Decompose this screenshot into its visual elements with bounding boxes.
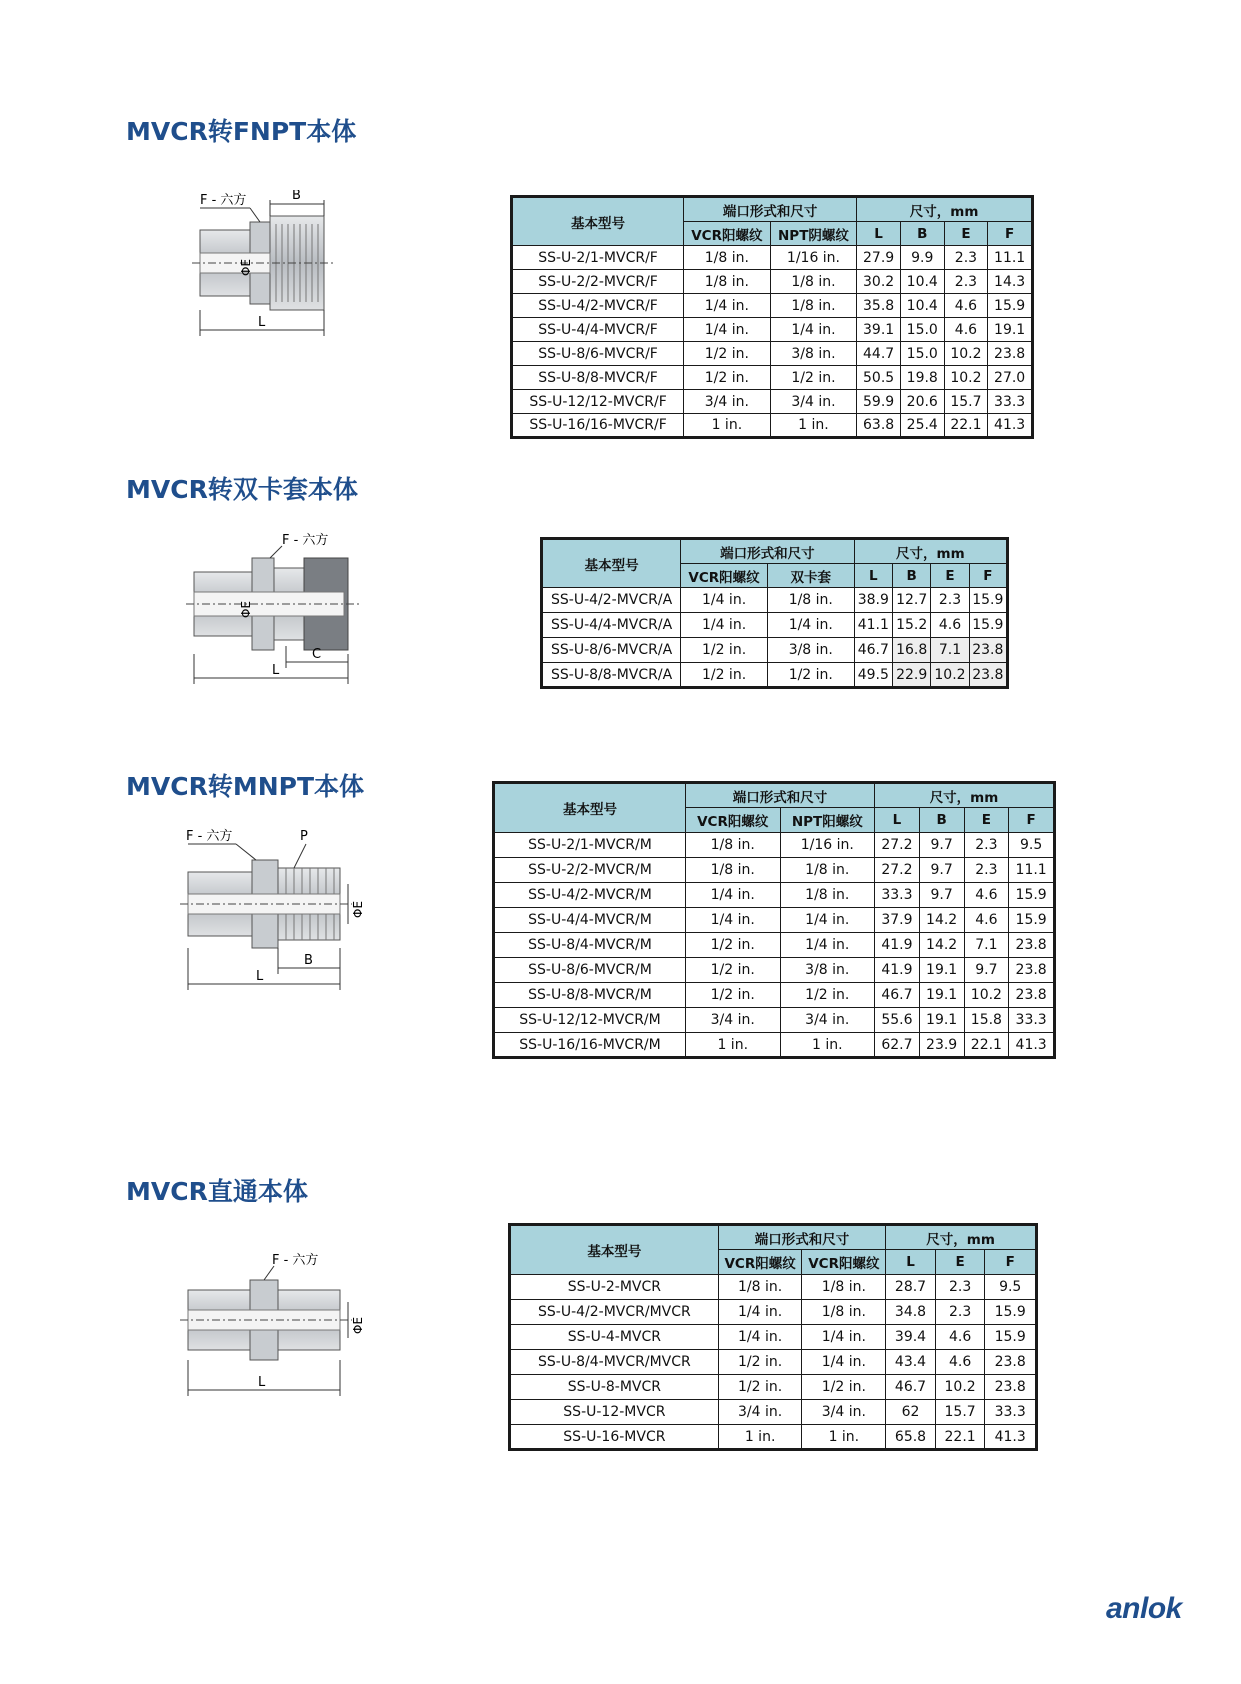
table-row (494, 908, 1055, 933)
value-cell: 10.2 (964, 983, 1009, 1008)
value-cell: 15.9 (969, 613, 1007, 638)
value-cell: 15.0 (900, 318, 944, 342)
value-cell: 41.9 (875, 933, 920, 958)
value-cell: 3/4 in. (718, 1400, 802, 1425)
header-size-group: 尺寸，mm (886, 1225, 1037, 1250)
value-cell: 33.3 (1009, 1008, 1055, 1033)
model-cell: SS-U-8/8-MVCR/F (512, 366, 684, 390)
model-cell: SS-U-4/4-MVCR/M (494, 908, 686, 933)
value-cell: 43.4 (886, 1350, 936, 1375)
value-cell: 37.9 (875, 908, 920, 933)
value-cell: 1/8 in. (802, 1300, 886, 1325)
value-cell: 23.8 (1009, 958, 1055, 983)
header-dim-l: L (854, 564, 892, 588)
value-cell: 7.1 (964, 933, 1009, 958)
section-title-mnpt: MVCR转MNPT本体 (126, 772, 365, 801)
model-cell: SS-U-8/6-MVCR/F (512, 342, 684, 366)
value-cell: 23.8 (969, 638, 1007, 663)
value-cell: 1/2 in. (780, 983, 875, 1008)
value-cell: 2.3 (964, 833, 1009, 858)
value-cell: 9.7 (919, 883, 964, 908)
value-cell: 1/16 in. (770, 246, 857, 270)
value-cell: 15.7 (935, 1400, 985, 1425)
model-cell: SS-U-8/8-MVCR/A (542, 663, 681, 688)
value-cell: 27.2 (875, 833, 920, 858)
model-cell: SS-U-12/12-MVCR/M (494, 1008, 686, 1033)
model-cell: SS-U-4/2-MVCR/A (542, 588, 681, 613)
b-label: B (292, 190, 301, 203)
value-cell: 3/8 in. (767, 638, 854, 663)
model-cell: SS-U-8/4-MVCR/MVCR (510, 1350, 719, 1375)
value-cell: 1/8 in. (685, 833, 780, 858)
table-row (510, 1300, 1037, 1325)
value-cell: 1/8 in. (767, 588, 854, 613)
header-dim-e: E (964, 808, 1009, 833)
model-cell: SS-U-4/2-MVCR/F (512, 294, 684, 318)
model-cell: SS-U-8/4-MVCR/M (494, 933, 686, 958)
model-cell: SS-U-12/12-MVCR/F (512, 390, 684, 414)
header-dim-l: L (857, 222, 901, 246)
value-cell: 25.4 (900, 414, 944, 438)
value-cell: 14.2 (919, 933, 964, 958)
header-dim-f: F (988, 222, 1033, 246)
value-cell: 1/8 in. (770, 270, 857, 294)
value-cell: 1/2 in. (681, 638, 768, 663)
model-cell: SS-U-8/8-MVCR/M (494, 983, 686, 1008)
value-cell: 3/8 in. (780, 958, 875, 983)
value-cell: 23.8 (985, 1350, 1037, 1375)
value-cell: 1/4 in. (681, 588, 768, 613)
e-label: ΦE (239, 600, 253, 618)
header-dim-l: L (875, 808, 920, 833)
value-cell: 2.3 (964, 858, 1009, 883)
value-cell: 23.8 (985, 1375, 1037, 1400)
table-row (512, 414, 1033, 438)
header-base-model: 基本型号 (512, 197, 684, 246)
model-cell: SS-U-2/1-MVCR/M (494, 833, 686, 858)
value-cell: 1/4 in. (685, 883, 780, 908)
value-cell: 1/4 in. (780, 933, 875, 958)
value-cell: 19.1 (919, 958, 964, 983)
value-cell: 4.6 (964, 883, 1009, 908)
value-cell: 23.8 (1009, 983, 1055, 1008)
model-cell: SS-U-8/6-MVCR/A (542, 638, 681, 663)
table-row (510, 1325, 1037, 1350)
header-size-group: 尺寸，mm (857, 197, 1033, 222)
value-cell: 19.8 (900, 366, 944, 390)
value-cell: 15.2 (892, 613, 930, 638)
table-row (494, 883, 1055, 908)
value-cell: 19.1 (988, 318, 1033, 342)
value-cell: 7.1 (931, 638, 969, 663)
table-row (494, 933, 1055, 958)
value-cell: 1/2 in. (685, 983, 780, 1008)
table-row (512, 366, 1033, 390)
fnpt-body-drawing (188, 190, 348, 350)
value-cell: 41.9 (875, 958, 920, 983)
hex-label: F - 六方 (282, 533, 329, 548)
value-cell: 23.8 (1009, 933, 1055, 958)
value-cell: 1/8 in. (685, 858, 780, 883)
value-cell: 22.1 (944, 414, 988, 438)
table-row (510, 1425, 1037, 1450)
value-cell: 3/4 in. (770, 390, 857, 414)
header-base-model: 基本型号 (494, 783, 686, 833)
header-port2: NPT阴螺纹 (770, 222, 857, 246)
value-cell: 1/8 in. (770, 294, 857, 318)
value-cell: 1/2 in. (685, 958, 780, 983)
table-row (494, 1033, 1055, 1058)
table-row (510, 1350, 1037, 1375)
spec-table-mnpt (492, 781, 1056, 1059)
value-cell: 46.7 (875, 983, 920, 1008)
model-cell: SS-U-2/2-MVCR/M (494, 858, 686, 883)
model-cell: SS-U-16/16-MVCR/F (512, 414, 684, 438)
value-cell: 1/8 in. (780, 858, 875, 883)
table-row (512, 246, 1033, 270)
spec-table-straight (508, 1223, 1038, 1451)
value-cell: 1/4 in. (684, 318, 771, 342)
value-cell: 1/4 in. (802, 1325, 886, 1350)
table-row (510, 1275, 1037, 1300)
header-port2: NPT阳螺纹 (780, 808, 875, 833)
table-row (510, 1400, 1037, 1425)
header-dim-e: E (935, 1250, 985, 1275)
hex-label: F - 六方 (272, 1253, 319, 1268)
value-cell: 15.0 (900, 342, 944, 366)
value-cell: 4.6 (944, 318, 988, 342)
section-title-double-ferrule: MVCR转双卡套本体 (126, 475, 358, 504)
value-cell: 14.3 (988, 270, 1033, 294)
value-cell: 10.2 (931, 663, 969, 688)
value-cell: 19.1 (919, 983, 964, 1008)
value-cell: 23.8 (988, 342, 1033, 366)
value-cell: 1/4 in. (802, 1350, 886, 1375)
value-cell: 10.4 (900, 270, 944, 294)
value-cell: 1/4 in. (718, 1300, 802, 1325)
value-cell: 1/16 in. (780, 833, 875, 858)
brand-logo: anlok (1106, 1592, 1182, 1625)
value-cell: 41.3 (985, 1425, 1037, 1450)
value-cell: 55.6 (875, 1008, 920, 1033)
table-row (494, 833, 1055, 858)
header-port1: VCR阳螺纹 (684, 222, 771, 246)
value-cell: 1/8 in. (780, 883, 875, 908)
value-cell: 46.7 (854, 638, 892, 663)
value-cell: 1 in. (718, 1425, 802, 1450)
value-cell: 38.9 (854, 588, 892, 613)
value-cell: 39.1 (857, 318, 901, 342)
value-cell: 14.2 (919, 908, 964, 933)
value-cell: 10.4 (900, 294, 944, 318)
value-cell: 22.1 (964, 1033, 1009, 1058)
l-label: L (256, 969, 264, 984)
value-cell: 33.3 (875, 883, 920, 908)
header-port1: VCR阳螺纹 (681, 564, 768, 588)
value-cell: 9.5 (985, 1275, 1037, 1300)
value-cell: 1/2 in. (681, 663, 768, 688)
header-dim-f: F (985, 1250, 1037, 1275)
value-cell: 49.5 (854, 663, 892, 688)
value-cell: 1/4 in. (780, 908, 875, 933)
value-cell: 28.7 (886, 1275, 936, 1300)
value-cell: 1/2 in. (718, 1350, 802, 1375)
e-label: ΦE (351, 900, 365, 918)
value-cell: 1 in. (802, 1425, 886, 1450)
value-cell: 1/8 in. (684, 270, 771, 294)
p-label: P (300, 829, 308, 844)
value-cell: 9.7 (964, 958, 1009, 983)
value-cell: 34.8 (886, 1300, 936, 1325)
value-cell: 1/8 in. (684, 246, 771, 270)
value-cell: 15.9 (985, 1300, 1037, 1325)
value-cell: 23.9 (919, 1033, 964, 1058)
header-dim-f: F (1009, 808, 1055, 833)
value-cell: 9.9 (900, 246, 944, 270)
table-row (494, 958, 1055, 983)
value-cell: 15.8 (964, 1008, 1009, 1033)
value-cell: 22.1 (935, 1425, 985, 1450)
value-cell: 1/8 in. (718, 1275, 802, 1300)
header-dim-l: L (886, 1250, 936, 1275)
value-cell: 63.8 (857, 414, 901, 438)
value-cell: 22.9 (892, 663, 930, 688)
value-cell: 62 (886, 1400, 936, 1425)
value-cell: 65.8 (886, 1425, 936, 1450)
value-cell: 23.8 (969, 663, 1007, 688)
spec-table-double-ferrule (540, 537, 1009, 689)
table-row (542, 613, 1008, 638)
value-cell: 35.8 (857, 294, 901, 318)
header-base-model: 基本型号 (542, 539, 681, 588)
model-cell: SS-U-8/6-MVCR/M (494, 958, 686, 983)
value-cell: 16.8 (892, 638, 930, 663)
table-row (542, 663, 1008, 688)
header-port-group: 端口形式和尺寸 (681, 539, 854, 564)
value-cell: 1/4 in. (685, 908, 780, 933)
value-cell: 1 in. (780, 1033, 875, 1058)
value-cell: 15.9 (985, 1325, 1037, 1350)
value-cell: 12.7 (892, 588, 930, 613)
value-cell: 1 in. (685, 1033, 780, 1058)
model-cell: SS-U-4/2-MVCR/M (494, 883, 686, 908)
model-cell: SS-U-16/16-MVCR/M (494, 1033, 686, 1058)
value-cell: 46.7 (886, 1375, 936, 1400)
header-port-group: 端口形式和尺寸 (684, 197, 857, 222)
header-dim-f: F (969, 564, 1007, 588)
value-cell: 1/2 in. (685, 933, 780, 958)
value-cell: 10.2 (944, 366, 988, 390)
model-cell: SS-U-2/1-MVCR/F (512, 246, 684, 270)
value-cell: 33.3 (988, 390, 1033, 414)
model-cell: SS-U-4/2-MVCR/MVCR (510, 1300, 719, 1325)
header-port1: VCR阳螺纹 (718, 1250, 802, 1275)
value-cell: 15.9 (988, 294, 1033, 318)
header-port2: VCR阳螺纹 (802, 1250, 886, 1275)
value-cell: 1/4 in. (718, 1325, 802, 1350)
value-cell: 59.9 (857, 390, 901, 414)
table-row (494, 1008, 1055, 1033)
section-title-straight: MVCR直通本体 (126, 1177, 308, 1206)
value-cell: 1 in. (684, 414, 771, 438)
model-cell: SS-U-8-MVCR (510, 1375, 719, 1400)
model-cell: SS-U-4/4-MVCR/F (512, 318, 684, 342)
value-cell: 10.2 (935, 1375, 985, 1400)
value-cell: 1/4 in. (767, 613, 854, 638)
model-cell: SS-U-16-MVCR (510, 1425, 719, 1450)
value-cell: 3/8 in. (770, 342, 857, 366)
hex-label: F - 六方 (186, 829, 233, 844)
value-cell: 1/4 in. (770, 318, 857, 342)
mnpt-body-drawing (180, 824, 380, 999)
double-ferrule-body-drawing (186, 528, 366, 693)
value-cell: 27.0 (988, 366, 1033, 390)
value-cell: 30.2 (857, 270, 901, 294)
value-cell: 1/2 in. (767, 663, 854, 688)
e-label: ΦE (351, 1316, 365, 1334)
header-port-group: 端口形式和尺寸 (685, 783, 874, 808)
value-cell: 1/2 in. (802, 1375, 886, 1400)
value-cell: 62.7 (875, 1033, 920, 1058)
value-cell: 50.5 (857, 366, 901, 390)
value-cell: 15.9 (1009, 908, 1055, 933)
value-cell: 9.7 (919, 833, 964, 858)
table-row (542, 588, 1008, 613)
spec-table-fnpt (510, 195, 1034, 439)
value-cell: 3/4 in. (780, 1008, 875, 1033)
value-cell: 27.2 (875, 858, 920, 883)
value-cell: 27.9 (857, 246, 901, 270)
header-base-model: 基本型号 (510, 1225, 719, 1275)
table-row (494, 983, 1055, 1008)
value-cell: 1/2 in. (718, 1375, 802, 1400)
model-cell: SS-U-12-MVCR (510, 1400, 719, 1425)
value-cell: 9.7 (919, 858, 964, 883)
value-cell: 41.3 (1009, 1033, 1055, 1058)
model-cell: SS-U-2/2-MVCR/F (512, 270, 684, 294)
model-cell: SS-U-2-MVCR (510, 1275, 719, 1300)
table-row (512, 318, 1033, 342)
c-label: C (312, 647, 322, 662)
table-row (542, 638, 1008, 663)
value-cell: 41.1 (854, 613, 892, 638)
header-port2: 双卡套 (767, 564, 854, 588)
l-label: L (272, 663, 280, 678)
hex-label: F - 六方 (200, 193, 247, 208)
value-cell: 15.7 (944, 390, 988, 414)
table-row (512, 342, 1033, 366)
table-row (512, 390, 1033, 414)
value-cell: 39.4 (886, 1325, 936, 1350)
value-cell: 4.6 (935, 1350, 985, 1375)
header-dim-b: B (900, 222, 944, 246)
value-cell: 11.1 (1009, 858, 1055, 883)
value-cell: 1/8 in. (802, 1275, 886, 1300)
header-port-group: 端口形式和尺寸 (718, 1225, 885, 1250)
value-cell: 11.1 (988, 246, 1033, 270)
b-label: B (304, 953, 313, 968)
header-dim-e: E (944, 222, 988, 246)
value-cell: 1/4 in. (684, 294, 771, 318)
value-cell: 19.1 (919, 1008, 964, 1033)
value-cell: 20.6 (900, 390, 944, 414)
value-cell: 1/4 in. (681, 613, 768, 638)
value-cell: 2.3 (944, 270, 988, 294)
value-cell: 15.9 (969, 588, 1007, 613)
value-cell: 4.6 (944, 294, 988, 318)
value-cell: 1/2 in. (684, 366, 771, 390)
header-dim-b: B (892, 564, 930, 588)
value-cell: 2.3 (944, 246, 988, 270)
value-cell: 3/4 in. (802, 1400, 886, 1425)
value-cell: 2.3 (935, 1275, 985, 1300)
section-title-fnpt: MVCR转FNPT本体 (126, 117, 357, 146)
table-row (512, 294, 1033, 318)
value-cell: 4.6 (935, 1325, 985, 1350)
header-dim-e: E (931, 564, 969, 588)
value-cell: 41.3 (988, 414, 1033, 438)
value-cell: 9.5 (1009, 833, 1055, 858)
model-cell: SS-U-4-MVCR (510, 1325, 719, 1350)
table-row (494, 858, 1055, 883)
value-cell: 2.3 (935, 1300, 985, 1325)
value-cell: 1/2 in. (770, 366, 857, 390)
value-cell: 15.9 (1009, 883, 1055, 908)
value-cell: 1 in. (770, 414, 857, 438)
value-cell: 4.6 (931, 613, 969, 638)
l-label: L (258, 1375, 266, 1390)
table-row (512, 270, 1033, 294)
header-port1: VCR阳螺纹 (685, 808, 780, 833)
value-cell: 10.2 (944, 342, 988, 366)
l-label: L (258, 315, 266, 330)
value-cell: 3/4 in. (685, 1008, 780, 1033)
header-dim-b: B (919, 808, 964, 833)
value-cell: 44.7 (857, 342, 901, 366)
value-cell: 3/4 in. (684, 390, 771, 414)
table-row (510, 1375, 1037, 1400)
value-cell: 2.3 (931, 588, 969, 613)
header-size-group: 尺寸，mm (875, 783, 1055, 808)
value-cell: 33.3 (985, 1400, 1037, 1425)
value-cell: 4.6 (964, 908, 1009, 933)
value-cell: 1/2 in. (684, 342, 771, 366)
straight-body-drawing (180, 1250, 380, 1400)
e-label: ΦE (239, 258, 253, 276)
model-cell: SS-U-4/4-MVCR/A (542, 613, 681, 638)
header-size-group: 尺寸，mm (854, 539, 1007, 564)
